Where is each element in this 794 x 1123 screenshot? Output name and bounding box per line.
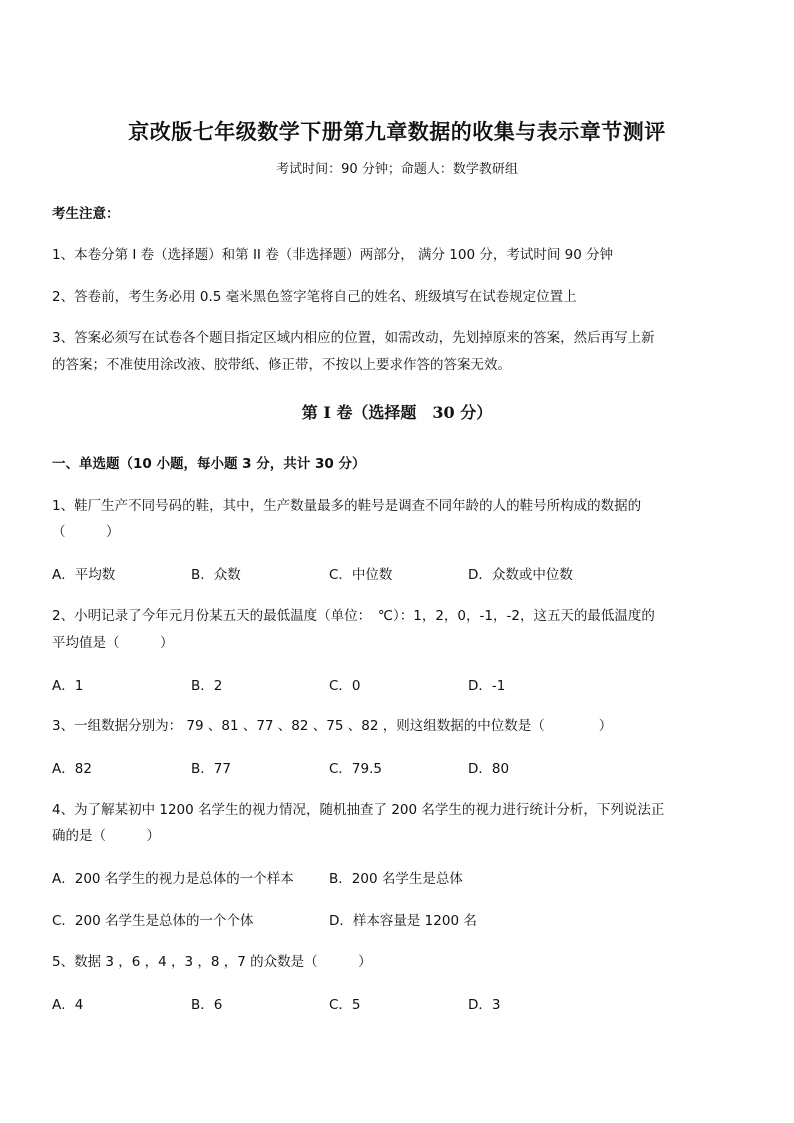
- question-3-option-d: D．80: [468, 761, 510, 777]
- question-1-option-b: B．众数: [191, 567, 241, 583]
- question-2-option-b: B．2: [191, 678, 223, 694]
- question-2-stem-continued: 平均值是（ ）: [52, 635, 174, 651]
- question-4-stem-continued: 确的是（ ）: [52, 828, 160, 844]
- question-4-option-d: D．样本容量是 1200 名: [329, 913, 477, 929]
- question-4-option-b: B．200 名学生是总体: [329, 871, 463, 887]
- question-5-option-d: D．3: [468, 997, 501, 1013]
- question-3-stem: 3、一组数据分别为： 79 、81 、77 、82 、75 、82 ，则这组数据的中位数是（ ）: [52, 718, 613, 734]
- question-2-stem: 2、小明记录了今年元月份某五天的最低温度（单位： ℃）：1，2，0，-1，-2，这五天的最低温度的: [52, 608, 655, 624]
- question-3-option-b: B．77: [191, 761, 231, 777]
- question-1-option-d: D．众数或中位数: [468, 567, 573, 583]
- notice-item-2: 2、答卷前，考生务必用 0.5 毫米黑色签字笔将自己的姓名、班级填写在试卷规定位置上: [52, 289, 577, 305]
- exam-title: 京改版七年级数学下册第九章数据的收集与表示章节测评: [128, 119, 666, 144]
- question-5-option-c: C．5: [329, 997, 361, 1013]
- notice-item-3-continued: 的答案；不准使用涂改液、胶带纸、修正带，不按以上要求作答的答案无效。: [52, 357, 511, 373]
- notice-item-3: 3、答案必须写在试卷各个题目指定区域内相应的位置，如需改动，先划掉原来的答案，然后再写上新: [52, 330, 655, 346]
- question-2-option-d: D．-1: [468, 678, 506, 694]
- question-5-option-a: A．4: [52, 997, 84, 1013]
- question-3-option-c: C．79.5: [329, 761, 382, 777]
- question-4-stem: 4、为了解某初中 1200 名学生的视力情况，随机抽查了 200 名学生的视力进行统计分析，下列说法正: [52, 802, 665, 818]
- question-5-stem: 5、数据 3 ，6 ，4 ，3 ，8 ，7 的众数是（ ）: [52, 954, 372, 970]
- notice-item-1: 1、本卷分第 I 卷（选择题）和第 II 卷（非选择题）两部分， 满分 100 分，考试时间 90 分钟: [52, 247, 614, 263]
- question-2-option-a: A．1: [52, 678, 84, 694]
- notice-heading: 考生注意：: [52, 206, 120, 222]
- part1-title: 第 I 卷（选择题 30 分）: [301, 403, 493, 422]
- question-1-option-c: C．中位数: [329, 567, 393, 583]
- question-1-stem-continued: （ ）: [52, 524, 120, 540]
- question-4-option-c: C．200 名学生是总体的一个个体: [52, 913, 254, 929]
- question-1-option-a: A．平均数: [52, 567, 116, 583]
- section-heading: 一、单选题（10 小题，每小题 3 分，共计 30 分）: [52, 456, 366, 472]
- question-2-option-c: C．0: [329, 678, 361, 694]
- question-4-option-a: A．200 名学生的视力是总体的一个样本: [52, 871, 294, 887]
- question-3-option-a: A．82: [52, 761, 92, 777]
- exam-subtitle: 考试时间：90 分钟；命题人：数学教研组: [276, 162, 518, 177]
- question-1-stem: 1、鞋厂生产不同号码的鞋，其中，生产数量最多的鞋号是调查不同年龄的人的鞋号所构成的数据的: [52, 498, 642, 514]
- question-5-option-b: B．6: [191, 997, 223, 1013]
